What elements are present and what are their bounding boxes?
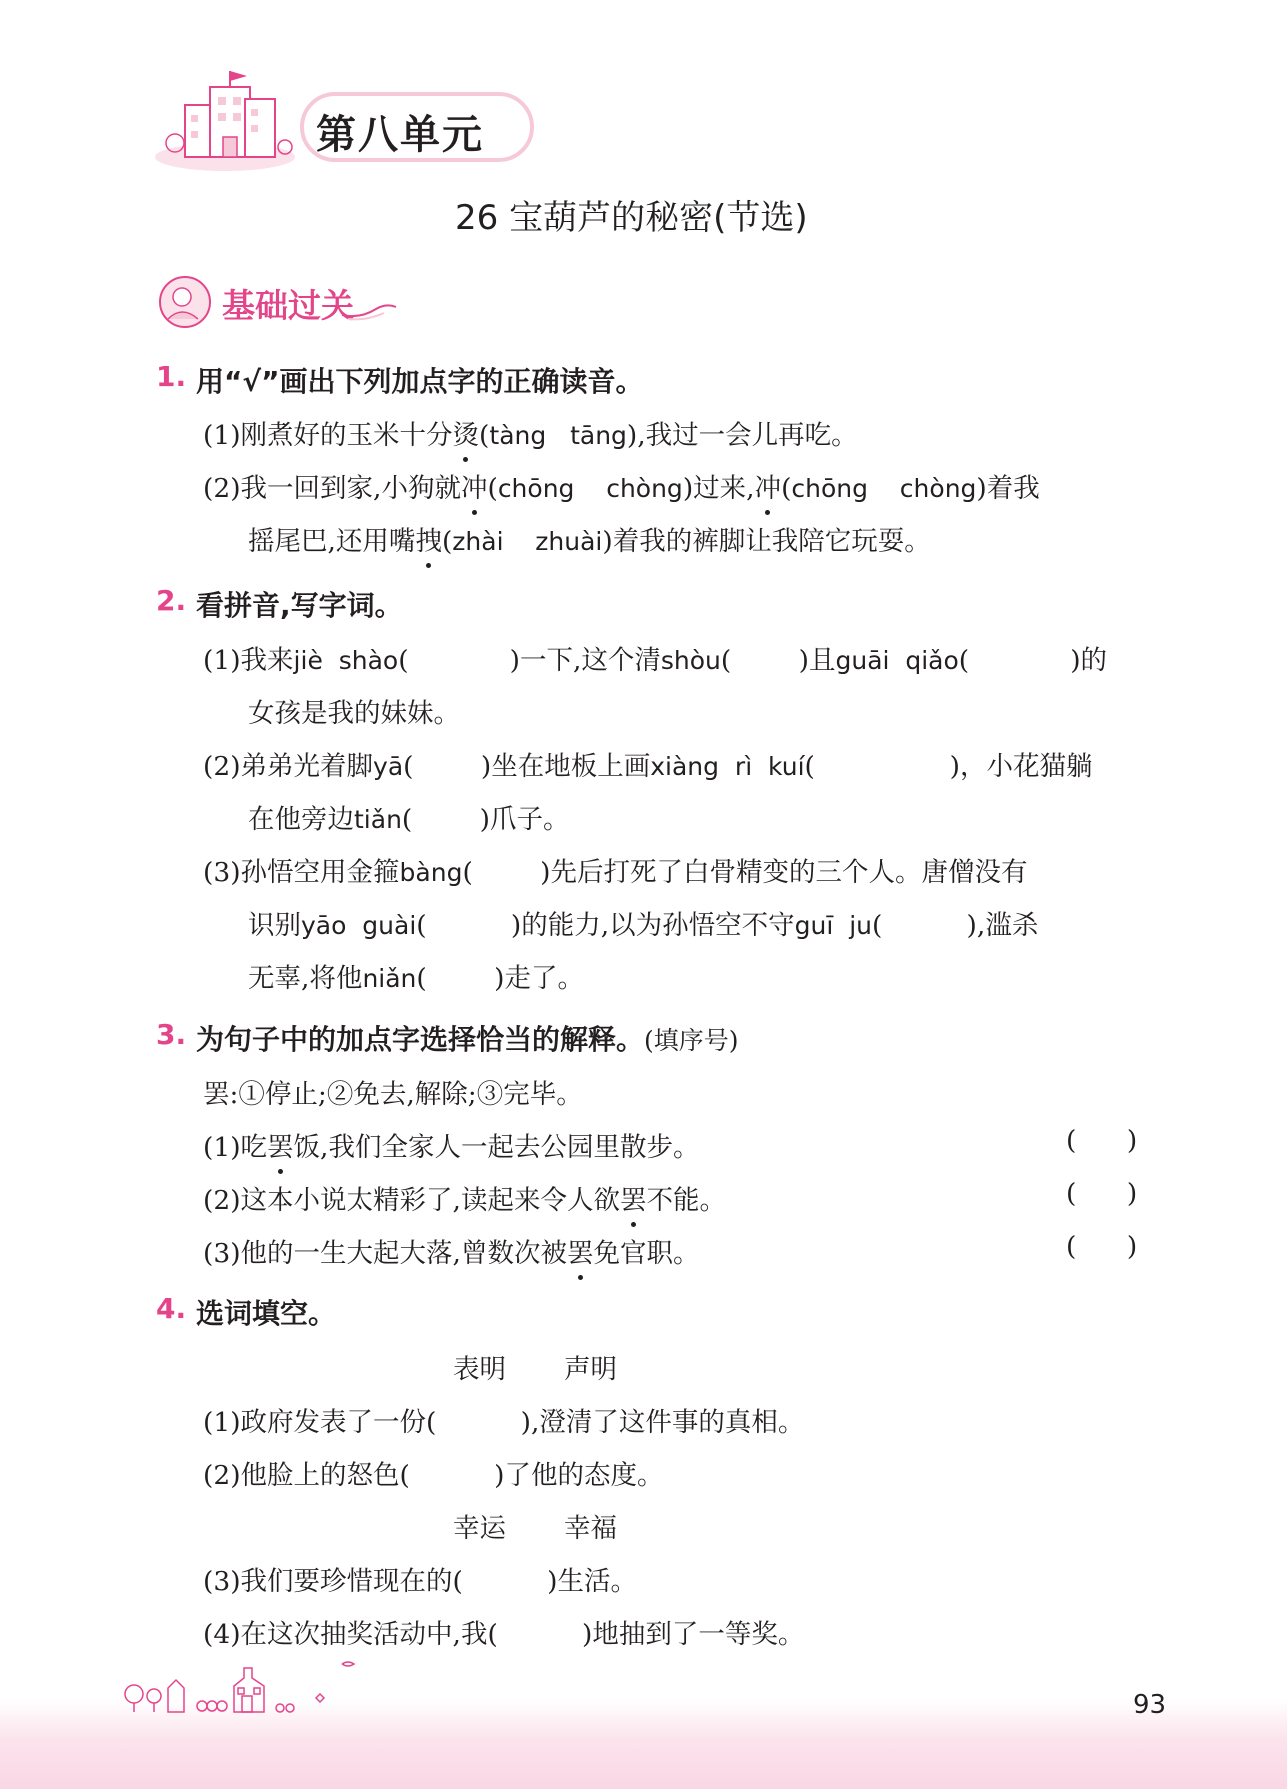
- q2-item-2: (2)弟弟光着脚yā( )坐在地板上画xiàng rì kuí( )，小花猫躺: [203, 751, 1093, 782]
- question-3-title: 为句子中的加点字选择恰当的解释。(填序号): [196, 1023, 739, 1056]
- section-title: 基础过关: [222, 286, 354, 325]
- section-flourish-icon: [340, 293, 400, 323]
- question-3-note: (填序号): [644, 1026, 739, 1055]
- q2-item-3-cont-2: 无辜,将他niǎn( )走了。: [248, 963, 584, 994]
- word-choice: 表明: [453, 1354, 506, 1385]
- pinyin-options: chōng chòng: [497, 474, 683, 503]
- q4-word-choices-1: [453, 1347, 675, 1386]
- dotted-char: 罢: [267, 1125, 294, 1164]
- lesson-title: 26 宝葫芦的秘密(节选): [455, 198, 808, 238]
- q3-definition: 罢:①停止;②免去,解除;③完毕。: [203, 1079, 583, 1110]
- section-badge-icon: [158, 275, 212, 329]
- q2-item-1: (1)我来jiè shào( )一下,这个清shòu( )且guāi qiǎo( )的: [203, 645, 1108, 676]
- q2-item-3: (3)孙悟空用金箍bàng( )先后打死了白骨精变的三个人。唐僧没有: [203, 857, 1028, 888]
- pinyin-options: chōng chòng: [791, 474, 977, 503]
- q3-answer-box-1[interactable]: ( ): [1066, 1125, 1138, 1156]
- question-4-number: 4.: [156, 1292, 187, 1325]
- dotted-char: 烫: [453, 413, 480, 452]
- q4-item-1: (1)政府发表了一份( ),澄清了这件事的真相。: [203, 1407, 805, 1438]
- dotted-char: 冲: [755, 466, 782, 505]
- q2-item-1-cont: 女孩是我的妹妹。: [248, 698, 460, 729]
- q4-word-choices-2: [453, 1506, 675, 1545]
- q4-item-4: (4)在这次抽奖活动中,我( )地抽到了一等奖。: [203, 1619, 805, 1650]
- q3-item-3: (3)他的一生大起大落,曾数次被罢免官职。: [203, 1231, 699, 1270]
- pinyin-options: zhài zhuài: [452, 527, 603, 556]
- q1-item-2: (2)我一回到家,小狗就冲(chōng chòng)过来,冲(chōng chòng)着我: [203, 466, 1040, 505]
- word-choice: 声明: [564, 1354, 617, 1385]
- q3-item-1: (1)吃罢饭,我们全家人一起去公园里散步。: [203, 1125, 699, 1164]
- question-1-title: 用“√”画出下列加点字的正确读音。: [196, 365, 644, 398]
- q2-item-3-cont: 识别yāo guài( )的能力,以为孙悟空不守guī ju( ),滥杀: [248, 910, 1039, 941]
- q2-item-2-cont: 在他旁边tiǎn( )爪子。: [248, 804, 570, 835]
- question-2-title: 看拼音,写字词。: [196, 589, 403, 622]
- word-choice: 幸运: [453, 1513, 506, 1544]
- footer-house-illustration: [120, 1650, 360, 1715]
- dotted-char: 罢: [620, 1178, 647, 1217]
- word-choice: 幸福: [564, 1513, 617, 1544]
- question-3-number: 3.: [156, 1018, 187, 1051]
- q4-item-3: (3)我们要珍惜现在的( )生活。: [203, 1566, 637, 1597]
- q3-answer-box-2[interactable]: ( ): [1066, 1178, 1138, 1209]
- q3-item-2: (2)这本小说太精彩了,读起来令人欲罢不能。: [203, 1178, 726, 1217]
- q1-item-1: (1)刚煮好的玉米十分烫(tàng tāng),我过一会儿再吃。: [203, 413, 858, 452]
- page-number: 93: [1133, 1690, 1167, 1720]
- question-2-number: 2.: [156, 584, 187, 617]
- dotted-char: 冲: [461, 466, 488, 505]
- q1-item-2-cont: 摇尾巴,还用嘴拽(zhài zhuài)着我的裤脚让我陪它玩耍。: [248, 519, 931, 558]
- pinyin-options: tàng tāng: [489, 421, 627, 450]
- q3-answer-box-3[interactable]: ( ): [1066, 1231, 1138, 1262]
- question-4-title: 选词填空。: [196, 1297, 337, 1330]
- q4-item-2: (2)他脸上的怒色( )了他的态度。: [203, 1460, 664, 1491]
- unit-title: 第八单元: [316, 112, 484, 158]
- dotted-char: 拽: [415, 519, 442, 558]
- question-1-number: 1.: [156, 360, 187, 393]
- dotted-char: 罢: [567, 1231, 594, 1270]
